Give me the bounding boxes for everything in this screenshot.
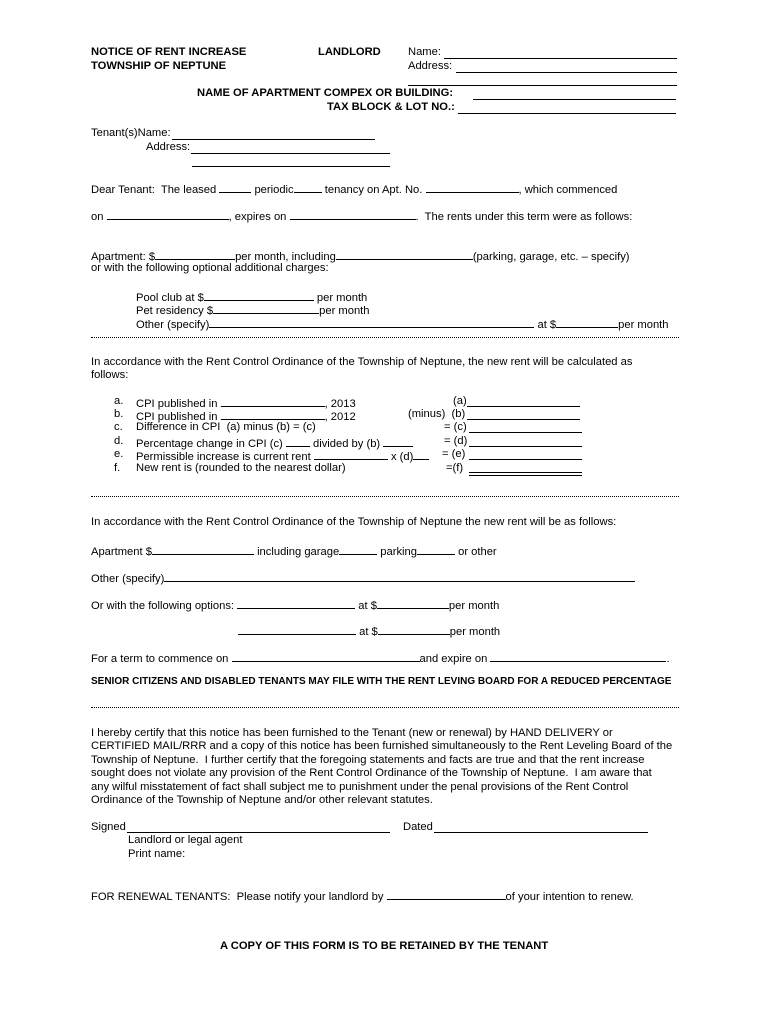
calc-item-a-right: (a) <box>453 395 467 407</box>
dated-label: Dated <box>403 821 433 833</box>
renewal-line: FOR RENEWAL TENANTS: Please notify your landlord by of your intention to renew. <box>91 888 634 904</box>
new-rent-garage-field[interactable] <box>339 543 377 555</box>
senior-notice: SENIOR CITIZENS AND DISABLED TENANTS MAY FILE WITH THE RENT LEVING BOARD FOR A REDUCED PERCENTAGE <box>91 676 672 687</box>
expires-date-field[interactable] <box>290 208 416 220</box>
calc-item-letter: c. <box>114 421 123 433</box>
calc-item-b: CPI published in , 2012 <box>136 408 356 424</box>
certification-line: Ordinance of the Township of Neptune and/or other relevant statutes. <box>91 794 433 806</box>
calc-item-c: Difference in CPI (a) minus (b) = (c) <box>136 421 316 433</box>
periodic-field[interactable] <box>294 181 322 193</box>
form-title-line2: TOWNSHIP OF NEPTUNE <box>91 60 227 72</box>
current-rent-line: Apartment: $ per month, including (parking, garage, etc. – specify) <box>91 248 630 264</box>
option-2-desc-field[interactable] <box>238 623 356 635</box>
percent-field[interactable] <box>413 448 429 460</box>
renewal-date-field[interactable] <box>387 888 506 900</box>
lease-type-field[interactable] <box>219 181 251 193</box>
new-rent-amount-field[interactable] <box>152 543 254 555</box>
taxblock-field[interactable] <box>458 113 676 114</box>
signed-label: Signed <box>91 821 126 833</box>
calc-item-letter: e. <box>114 448 124 460</box>
calc-item-letter: f. <box>114 462 121 474</box>
form-title-line1: NOTICE OF RENT INCREASE <box>91 46 247 58</box>
tenant-address-field-2[interactable] <box>192 166 390 167</box>
calc-item-f: New rent is (rounded to the nearest dollar) <box>136 462 346 474</box>
calc-item-e-right: = (e) <box>442 448 466 460</box>
calc-item-letter: b. <box>114 408 124 420</box>
calc-f-value-field[interactable] <box>469 472 582 473</box>
complex-label: NAME OF APARTMENT COMPEX OR BUILDING: <box>197 87 454 99</box>
new-rent-other-line: Other (specify) <box>91 570 635 586</box>
tenant-name-label: Tenant(s)Name: <box>91 127 171 139</box>
commenced-date-field[interactable] <box>107 208 229 220</box>
new-rent-parking-field[interactable] <box>417 543 455 555</box>
new-rent-apartment-line: Apartment $ including garage parking or other <box>91 543 497 559</box>
date-field[interactable] <box>434 832 648 833</box>
landlord-name-field[interactable] <box>444 58 677 59</box>
tenant-address-label: Address: <box>146 141 191 153</box>
calc-d-value-field[interactable] <box>469 446 582 447</box>
tenant-name-field[interactable] <box>172 139 375 140</box>
term-commence-field[interactable] <box>232 650 420 662</box>
calc-item-e: Permissible increase is current rent x (d) <box>136 448 429 464</box>
option-2-amount-field[interactable] <box>378 623 450 635</box>
retain-copy-notice: A COPY OF THIS FORM IS TO BE RETAINED BY THE TENANT <box>220 940 549 952</box>
dear-tenant-line: Dear Tenant: The leased periodic tenancy on Apt. No. , which commenced <box>91 181 617 197</box>
certification-line: sought does not violate any provision of the Rent Control Ordinance of the Township of Neptune. I am aware that <box>91 767 652 779</box>
section-divider <box>91 496 679 497</box>
pool-club-field[interactable] <box>204 289 314 301</box>
current-rent-field[interactable] <box>314 448 388 460</box>
other-charge-amount-field[interactable] <box>556 316 618 328</box>
calc-item-f-right: =(f) <box>446 462 464 474</box>
apt-no-field[interactable] <box>426 181 519 193</box>
other-charge-desc-field[interactable] <box>209 316 534 328</box>
landlord-heading: LANDLORD <box>318 46 381 58</box>
print-name-label: Print name: <box>128 848 186 860</box>
pet-residency-field[interactable] <box>213 302 319 314</box>
cpi-change-field[interactable] <box>286 435 310 447</box>
optional-charges-label: or with the following optional additional charges: <box>91 262 329 274</box>
section-divider <box>91 337 679 338</box>
signature-field[interactable] <box>127 832 390 833</box>
cpi-2013-month-field[interactable] <box>221 395 325 407</box>
option-1-desc-field[interactable] <box>237 597 355 609</box>
calc-intro-line2: follows: <box>91 369 129 381</box>
new-rent-intro: In accordance with the Rent Control Ordinance of the Township of Neptune the new rent will be as follows: <box>91 516 617 528</box>
landlord-address-field-2[interactable] <box>408 85 677 86</box>
other-charge-line: Other (specify) at $ per month <box>136 316 669 332</box>
option-1-amount-field[interactable] <box>377 597 449 609</box>
calc-b-value-field[interactable] <box>467 419 580 420</box>
landlord-address-field[interactable] <box>456 72 677 73</box>
certification-line: I hereby certify that this notice has been furnished to the Tenant (new or renewal) by HAND DELIVERY or <box>91 727 613 739</box>
new-rent-options-line-2: at $ per month <box>238 623 500 639</box>
cpi-2012-month-field[interactable] <box>221 408 325 420</box>
taxblock-label: TAX BLOCK & LOT NO.: <box>327 101 455 113</box>
calc-item-letter: a. <box>114 395 124 407</box>
current-rent-amount-field[interactable] <box>155 248 235 260</box>
landlord-name-label: Name: <box>408 46 441 58</box>
calc-intro-line1: In accordance with the Rent Control Ordinance of the Township of Neptune, the new rent will be calculated as <box>91 356 633 368</box>
new-rent-options-line: Or with the following options: at $ per month <box>91 597 499 613</box>
pool-club-line: Pool club at $ per month <box>136 289 367 305</box>
calc-item-c-right: = (c) <box>444 421 467 433</box>
calc-c-value-field[interactable] <box>469 432 582 433</box>
tenant-address-field[interactable] <box>191 153 390 154</box>
calc-a-value-field[interactable] <box>467 406 580 407</box>
calc-item-a: CPI published in , 2013 <box>136 395 356 411</box>
lease-dates-line: on , expires on . The rents under this term were as follows: <box>91 208 632 224</box>
current-rent-including-field[interactable] <box>336 248 473 260</box>
calc-f-double-underline <box>469 475 582 476</box>
calc-item-letter: d. <box>114 435 124 447</box>
pet-residency-line: Pet residency $ per month <box>136 302 370 318</box>
new-rent-other-field[interactable] <box>164 570 635 582</box>
certification-line: CERTIFIED MAIL/RRR and a copy of this notice has been furnished simultaneously to the Rent Leveling Board of the <box>91 740 673 752</box>
calc-item-d-right: = (d) <box>444 435 468 447</box>
section-divider <box>91 707 679 708</box>
cpi-divisor-field[interactable] <box>383 435 413 447</box>
certification-line: Township of Neptune. I further certify that the foregoing statements and facts are true and that the rent increase <box>91 754 645 766</box>
term-line: For a term to commence on and expire on . <box>91 650 670 666</box>
term-expire-field[interactable] <box>490 650 666 662</box>
landlord-address-label: Address: <box>408 60 453 72</box>
calc-item-b-right: (minus) (b) <box>408 408 466 420</box>
landlord-agent-label: Landlord or legal agent <box>128 834 243 846</box>
calc-item-d: Percentage change in CPI (c) divided by (b) <box>136 435 413 451</box>
calc-e-value-field[interactable] <box>469 459 582 460</box>
certification-line: any wilful misstatement of fact shall subject me to punishment under the penal provisions of the Rent Control <box>91 781 629 793</box>
complex-name-field[interactable] <box>473 99 676 100</box>
